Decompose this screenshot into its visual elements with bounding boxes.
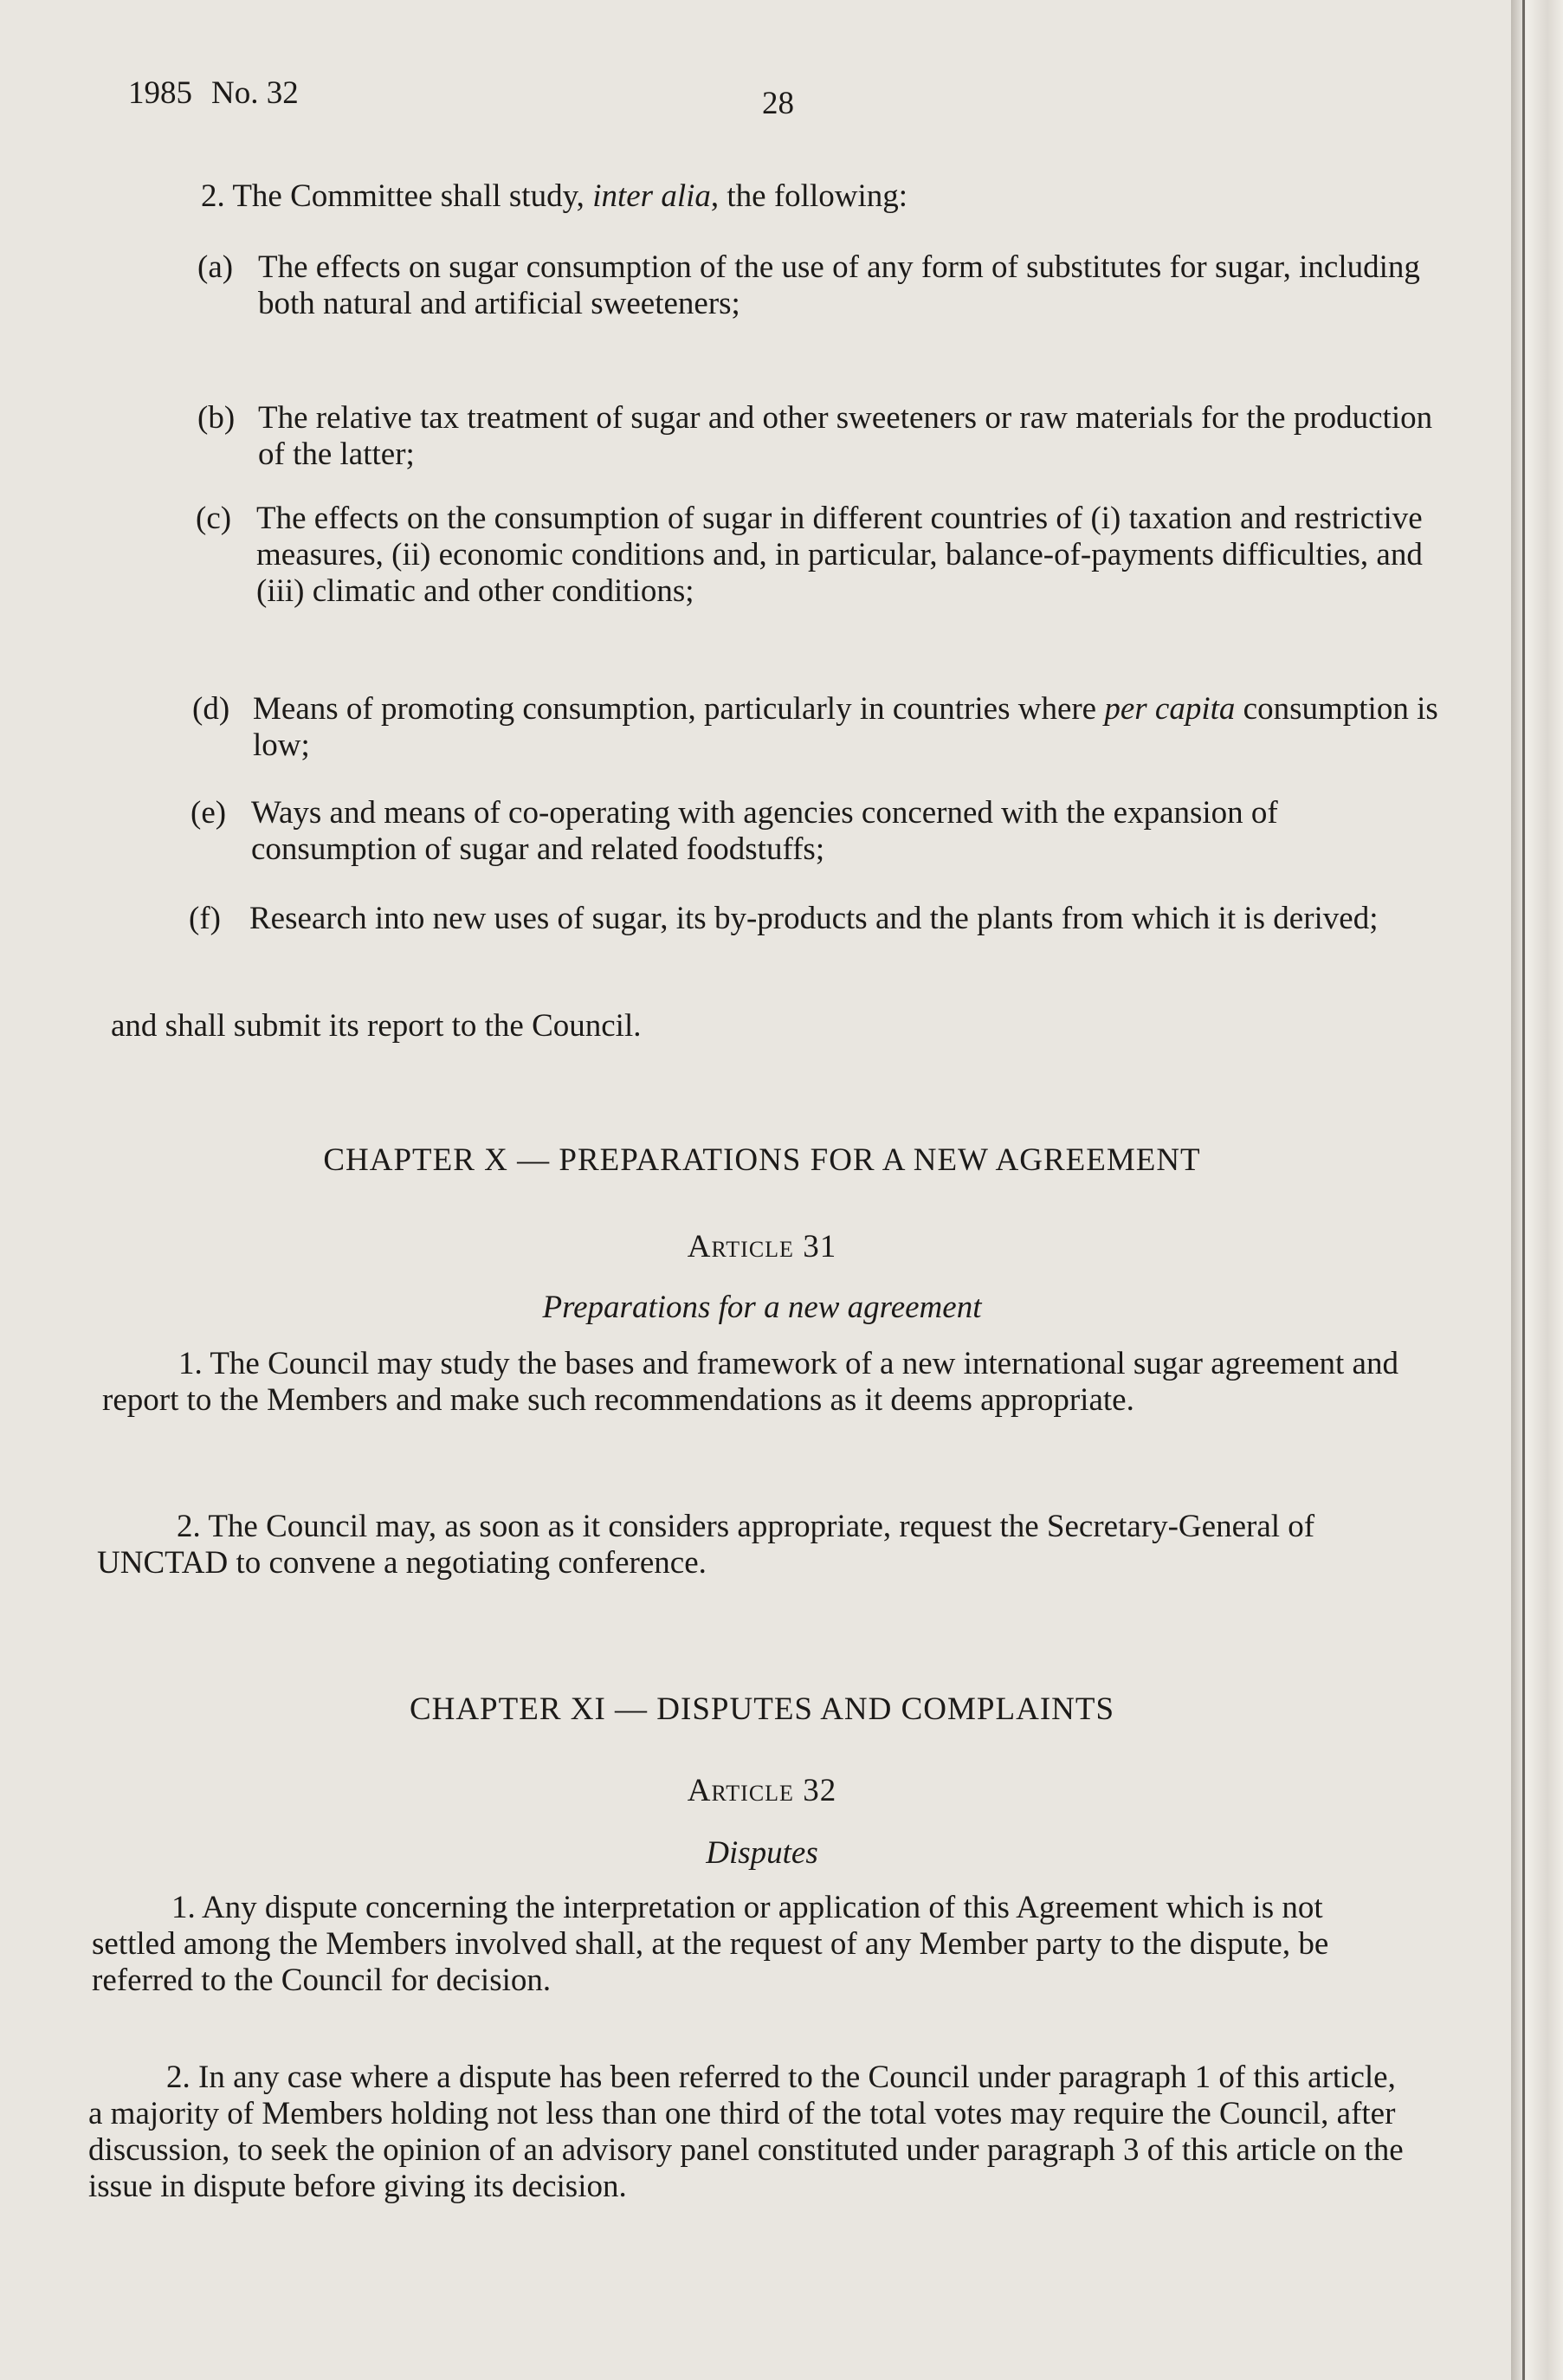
intro-italic: inter alia [592, 178, 711, 214]
closing-paragraph: and shall submit its report to the Council. [111, 1008, 642, 1044]
article-31-paragraph-1: 1. The Council may study the bases and framework of a new international sugar agreement and report to the Members and make such recommendations as it deems appropriate. [102, 1346, 1398, 1418]
item-text: The effects on the consumption of sugar in different countries of (i) taxation and restrictive measures, (ii) economic conditions and, in particular, balance-of-payments difficulties, and (iii) climatic and other conditions; [256, 501, 1423, 609]
item-text: Research into new uses of sugar, its by-products and the plants from which it is derived; [249, 901, 1379, 936]
item-label: (e) [191, 795, 227, 831]
item-text: Means of promoting consumption, particularly in countries where per capita consumption is low; [253, 691, 1438, 763]
article-32-paragraph-2: 2. In any case where a dispute has been referred to the Council under paragraph 1 of this article, a majority of Members holding not less than one third of the total votes may require the Council, after discussion, to seek the opinion of an advisory panel constituted under paragraph 3 of this article on the issue in dispute before giving its decision. [88, 2060, 1404, 2204]
item-label: (d) [192, 691, 230, 727]
article-32-paragraph-1: 1. Any dispute concerning the interpretation or application of this Agreement which is not settled among the Members involved shall, at the request of any Member party to the dispute, be referred to the Council for decision. [92, 1890, 1329, 1998]
item-text: The relative tax treatment of sugar and other sweeteners or raw materials for the production of the latter; [258, 400, 1433, 472]
chapter-xi-heading: CHAPTER XI — DISPUTES AND COMPLAINTS [409, 1691, 1115, 1727]
item-text: The effects on sugar consumption of the use of any form of substitutes for sugar, including both natural and artificial sweeteners; [258, 249, 1420, 321]
article-31-paragraph-2: 2. The Council may, as soon as it considers appropriate, request the Secretary-General of UNCTAD to convene a negotiating conference. [97, 1509, 1315, 1581]
header-number: No. 32 [211, 75, 299, 111]
header-year: 1985 [128, 75, 192, 111]
item-italic: per capita [1104, 691, 1236, 727]
chapter-x-heading: CHAPTER X — PREPARATIONS FOR A NEW AGREEMENT [323, 1142, 1201, 1178]
item-label: (f) [189, 901, 221, 936]
item-label: (c) [196, 501, 232, 536]
page-number: 28 [762, 86, 794, 121]
item-label: (b) [197, 400, 236, 436]
book-gutter [1511, 0, 1563, 2380]
article-32-title: Disputes [706, 1835, 818, 1871]
running-header [128, 74, 318, 112]
item-text: Ways and means of co-operating with agencies concerned with the expansion of consumption of sugar and related foodstuffs; [251, 795, 1278, 867]
intro-paragraph: 2. The Committee shall study, inter alia, the following: [201, 178, 908, 214]
item-label: (a) [197, 249, 234, 285]
article-31-title: Preparations for a new agreement [542, 1290, 982, 1325]
article-32-heading: Article 32 [687, 1773, 837, 1808]
gutter-edge [1522, 0, 1525, 2380]
article-31-heading: Article 31 [687, 1229, 837, 1264]
